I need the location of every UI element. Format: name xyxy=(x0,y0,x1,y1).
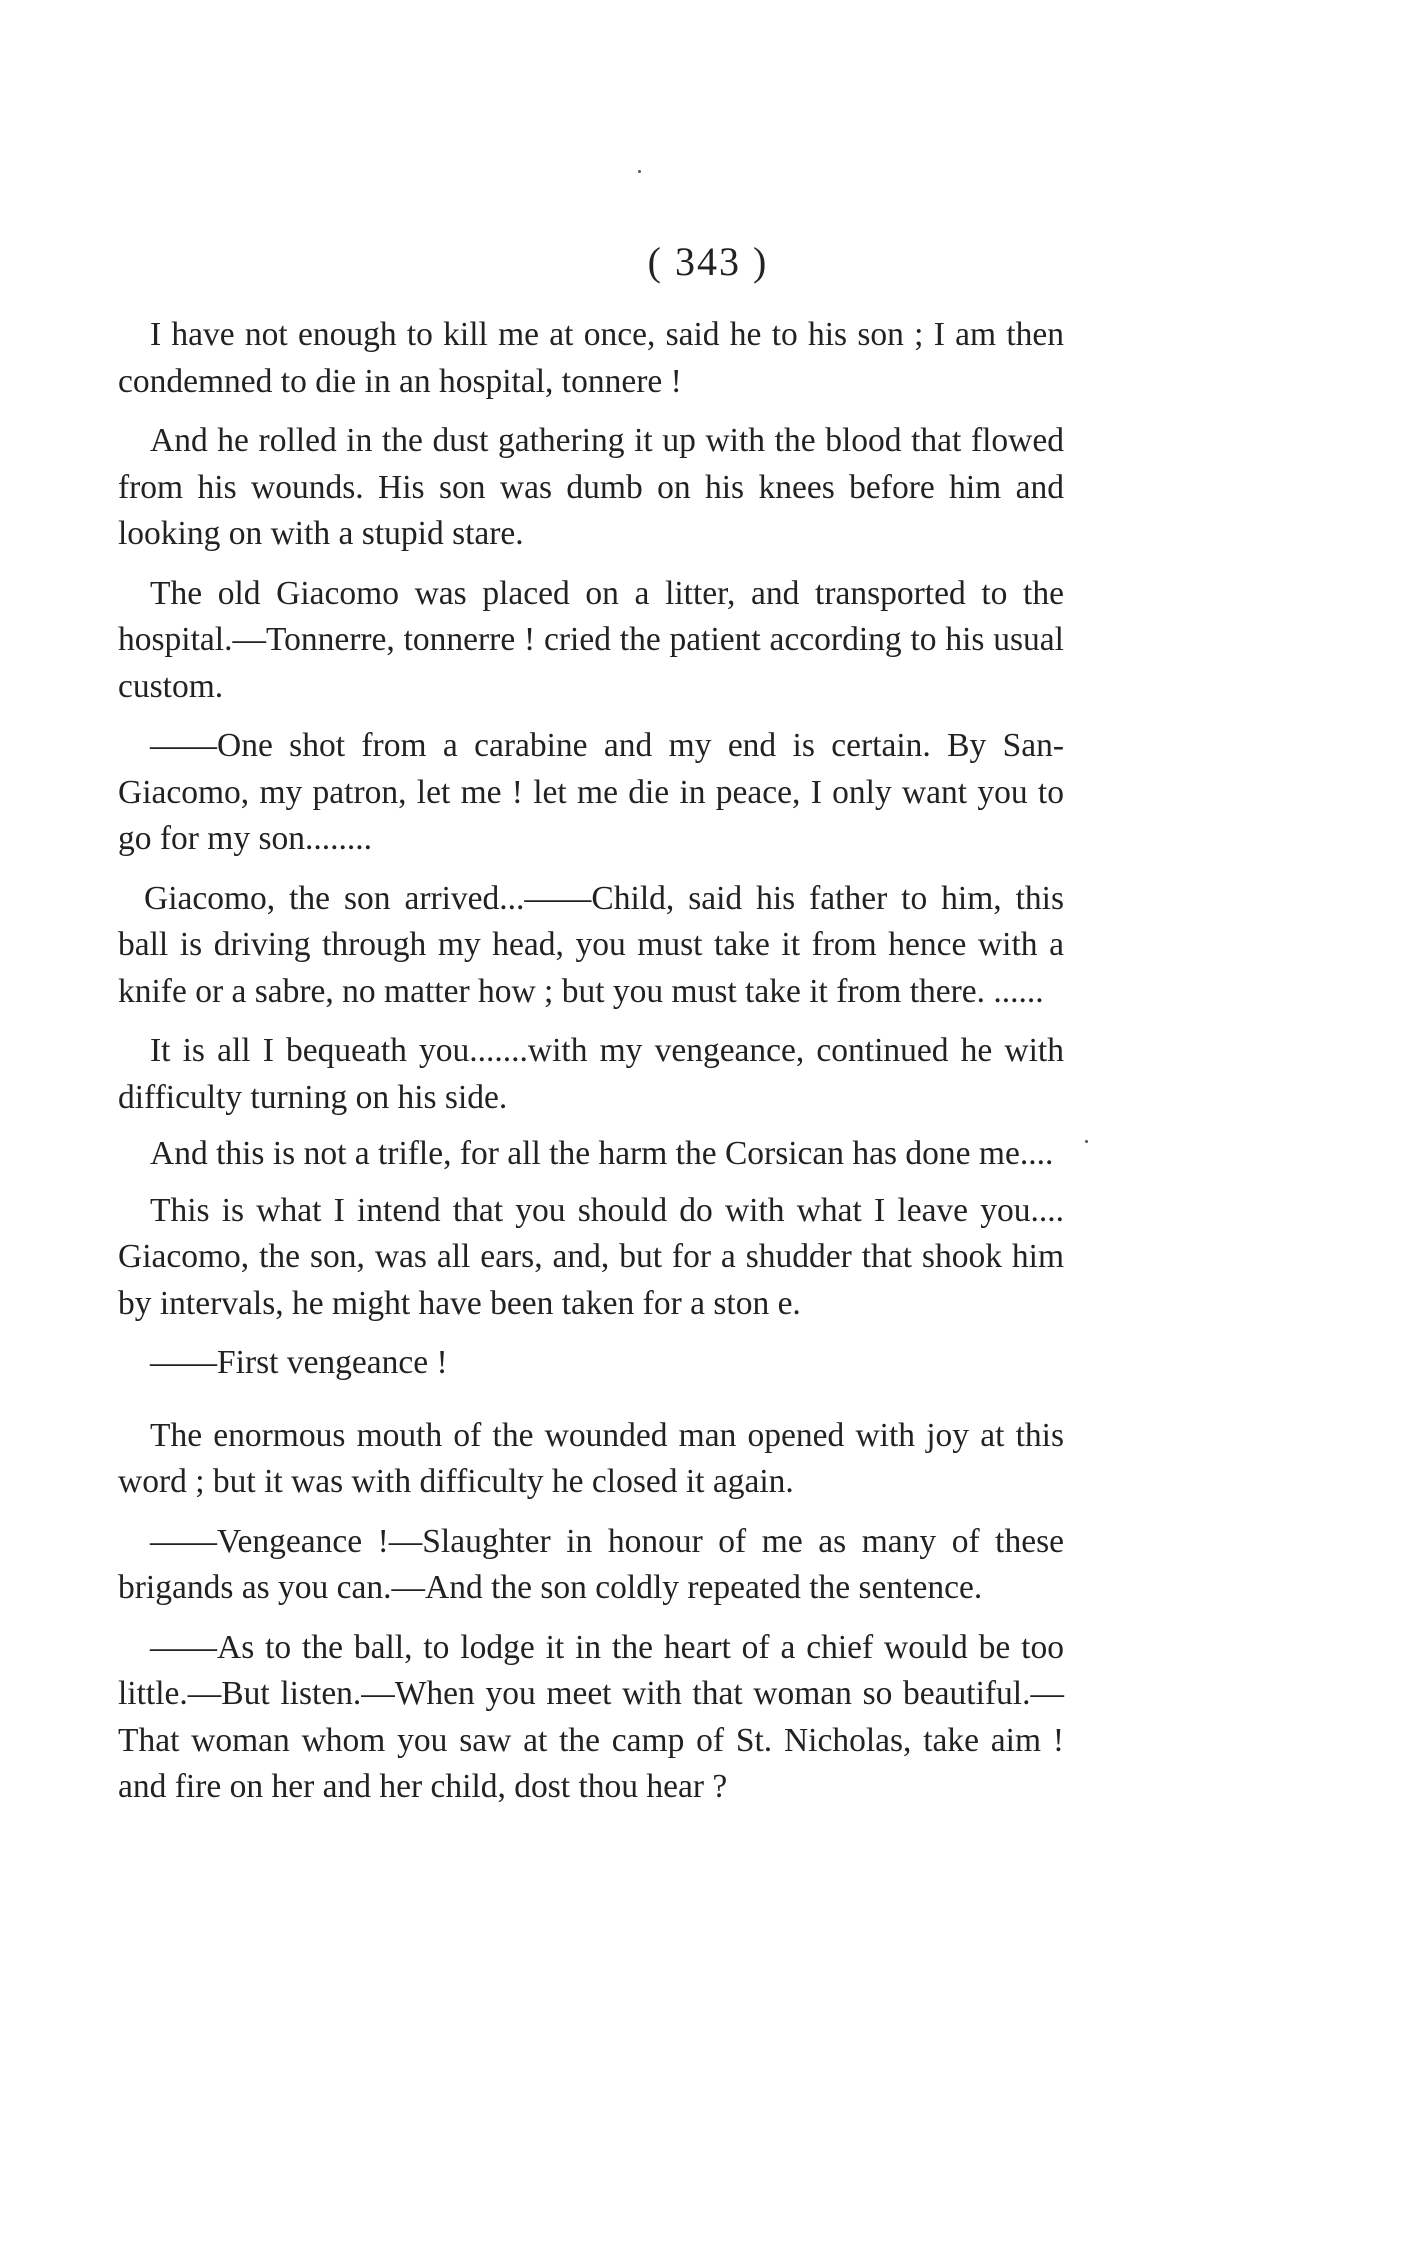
paragraph: The enormous mouth of the wounded man opened with joy at this word ; but it was with difficulty he closed it again. xyxy=(118,1416,1064,1500)
paragraph: Giacomo, the son arrived...——Child, said his father to him, this ball is driving through my head, you must take it from hence with a knife or a sabre, no matter how ; but you must take it from there. ...... xyxy=(118,879,1064,1010)
paragraph: ——First vengeance ! xyxy=(150,1344,448,1381)
paragraph: It is all I bequeath you.......with my vengeance, continued he with difficulty turning on his side. xyxy=(118,1032,1064,1116)
paragraph: This is what I intend that you should do with what I leave you.... Giacomo, the son, was all ears, and, but for a shudder that shook him by intervals, he might have been taken for a ston e. xyxy=(118,1191,1064,1322)
body-text xyxy=(118,312,1064,1824)
paragraph: And he rolled in the dust gathering it up with the blood that flowed from his wounds. His son was dumb on his knees before him and looking on with a stupid stare. xyxy=(118,422,1064,552)
paragraph: I have not enough to kill me at once, said he to his son ; I am then condemned to die in an hospital, tonnere ! xyxy=(118,316,1064,400)
paragraph: ——Vengeance !—Slaughter in honour of me as many of these brigands as you can.—And the son coldly repeated the sentence. xyxy=(118,1522,1064,1606)
paragraph: And this is not a trifle, for all the harm the Corsican has done me.... xyxy=(150,1135,1054,1172)
paragraph: The old Giacomo was placed on a litter, and transported to the hospital.—Tonnerre, tonnerre ! cried the patient according to his usual custom. xyxy=(118,574,1064,705)
paragraph: ——As to the ball, to lodge it in the heart of a chief would be too little.—But listen.—When you meet with that woman so beautiful.—That woman whom you saw at the camp of St. Nicholas, take aim ! and fire on her and her child, dost thou hear ? xyxy=(118,1628,1064,1805)
paragraph: ——One shot from a carabine and my end is certain. By San-Giacomo, my patron, let me ! let me die in peace, I only want you to go for my son........ xyxy=(118,727,1064,857)
print-speck xyxy=(1085,1140,1088,1143)
page-number: ( 343 ) xyxy=(647,239,769,284)
print-speck xyxy=(638,170,641,173)
